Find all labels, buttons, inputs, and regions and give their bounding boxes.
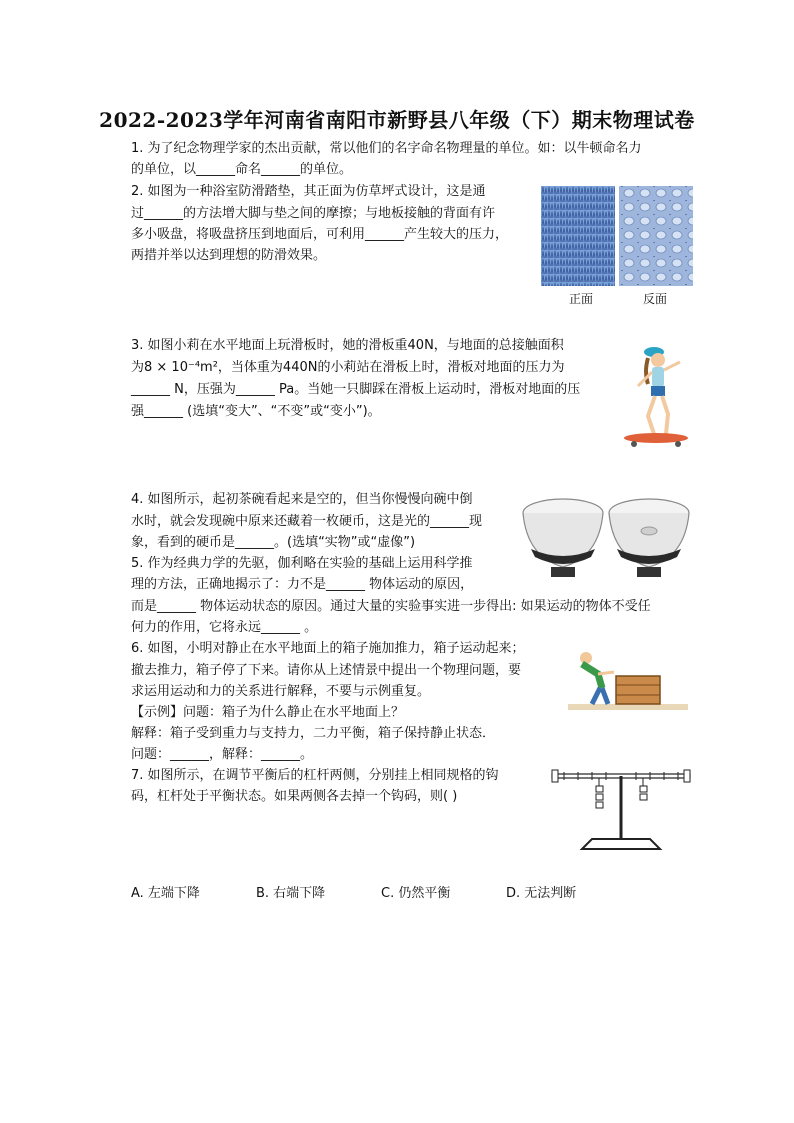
q7-option-c[interactable]: C. 仍然平衡 [381, 886, 451, 901]
q6-line-4: 【示例】问题：箱子为什么静止在水平地面上？ [131, 705, 405, 720]
q3-line-1: 3. 如图小莉在水平地面上玩滑板时，她的滑板重40N，与地面的总接触面积 [131, 338, 564, 353]
bath-mat-figure [541, 186, 693, 286]
q2-line-1: 2. 如图为一种浴室防滑踏垫，其正面为仿草坪式设计，这是通 [131, 184, 486, 199]
q5-line-3: 而是______ 物体运动状态的原因。通过大量的实验事实进一步得出: 如果运动的物体不受任 [131, 599, 651, 614]
skateboard-girl-figure [618, 340, 694, 456]
q3-line-3: ______ N，压强为______ Pa。当她一只脚踩在滑板上运动时，滑板对地面的压 [131, 382, 581, 397]
mat-front-image [541, 186, 615, 286]
q7-option-a[interactable]: A. 左端下降 [131, 886, 200, 901]
q1-line-1: 1. 为了纪念物理学家的杰出贡献，常以他们的名字命名物理量的单位。如：以牛顿命名力 [131, 141, 642, 156]
q6-line-1: 6. 如图，小明对静止在水平地面上的箱子施加推力，箱子运动起来； [131, 641, 525, 656]
lever-figure [550, 765, 694, 853]
q4-line-3: 象，看到的硬币是______。(选填“实物”或“虚像”) [131, 535, 416, 550]
lever-base [582, 839, 660, 849]
q7-option-d[interactable]: D. 无法判断 [506, 886, 577, 901]
q6-line-6: 问题：______，解释：______。 [131, 747, 314, 762]
q5-line-2: 理的方法，正确地揭示了：力不是______ 物体运动的原因， [131, 577, 474, 592]
bowl-empty-image [523, 499, 603, 577]
q3-line-4: 强______ (选填“变大”、“不变”或“变小”)。 [131, 404, 381, 419]
mat-back-image [619, 186, 693, 286]
q7-line-1: 7. 如图所示，在调节平衡后的杠杆两侧，分别挂上相同规格的钩 [131, 768, 499, 783]
tea-bowls-figure [521, 495, 693, 587]
q3-line-2: 为8 × 10⁻⁴m²，当体重为440N的小莉站在滑板上时，滑板对地面的压力为 [131, 360, 565, 375]
q5-line-1: 5. 作为经典力学的先驱，伽利略在实验的基础上运用科学推 [131, 556, 473, 571]
q7-line-2: 码，杠杆处于平衡状态。如果两侧各去掉一个钩码，则( ) [131, 789, 458, 804]
bowl-with-coin-image [609, 499, 689, 577]
page-title: 2022-2023学年河南省南阳市新野县八年级（下）期末物理试卷 [99, 108, 695, 132]
q6-line-5: 解释：箱子受到重力与支持力，二力平衡，箱子保持静止状态． [131, 726, 496, 741]
q4-line-1: 4. 如图所示，起初茶碗看起来是空的，但当你慢慢向碗中倒 [131, 492, 473, 507]
q2-line-4: 两措并举以达到理想的防滑效果。 [131, 248, 327, 263]
q7-option-b[interactable]: B. 右端下降 [256, 886, 326, 901]
push-box-figure [568, 648, 688, 712]
q2-line-2: 过______的方法增大脚与垫之间的摩擦；与地板接触的背面有许 [131, 206, 496, 221]
left-weights [596, 778, 603, 808]
q4-line-2: 水时，就会发现碗中原来还藏着一枚硬币，这是光的______现 [131, 514, 483, 529]
caption-front: 正面 [569, 292, 594, 306]
right-weights [640, 778, 647, 800]
q6-line-2: 撤去推力，箱子停了下来。请你从上述情景中提出一个物理问题，要 [131, 663, 522, 678]
q1-line-2: 的单位，以______命名______的单位。 [131, 162, 353, 177]
caption-back: 反面 [643, 292, 668, 306]
q2-line-3: 多小吸盘，将吸盘挤压到地面后，可利用______产生较大的压力， [131, 227, 509, 242]
q5-line-4: 何力的作用，它将永远______ 。 [131, 620, 318, 635]
q6-line-3: 求运用运动和力的关系进行解释，不要与示例重复。 [131, 684, 431, 699]
